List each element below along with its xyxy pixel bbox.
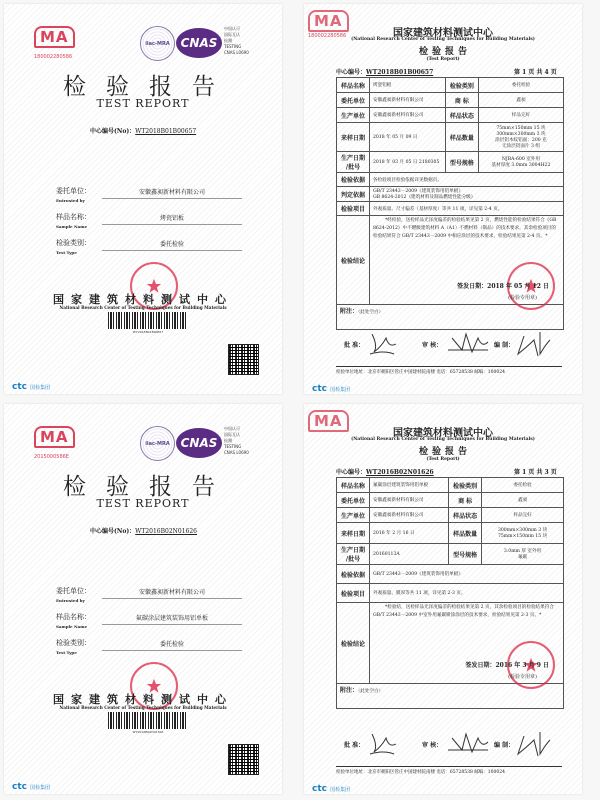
cma-number: 2015000586E bbox=[34, 454, 69, 460]
report-page bbox=[304, 4, 582, 394]
ctc-logo: ctc 国检集团 bbox=[312, 384, 351, 394]
table-row bbox=[337, 508, 564, 523]
conclusion-cell bbox=[370, 603, 564, 684]
test-type-value: 委托检验 bbox=[482, 478, 564, 493]
cover-page bbox=[4, 4, 282, 394]
entrusted-value: 安徽鑫昶新材料有限公司 bbox=[102, 587, 242, 599]
qr-code[interactable] bbox=[228, 744, 259, 775]
note-label: 附注： bbox=[340, 687, 359, 694]
reviewer-signature bbox=[448, 334, 488, 352]
entrusted-value: 安徽鑫昶新材料有限公司 bbox=[102, 187, 242, 199]
prod-date-value: 2018 年 03 月 05 日 2180305 bbox=[370, 152, 446, 173]
cover-title-en: TEST REPORT bbox=[96, 497, 190, 510]
prod-date-label: 生产日期 /批号 bbox=[337, 544, 370, 565]
cnas-logo: CNAS bbox=[176, 428, 222, 458]
ctc-logo: ctc 国检集团 bbox=[12, 782, 51, 792]
conclusion-text: *检验结，送检样品光泽度偏差的检验结果见第 2 页，其余检验项目的检验结果符合 GB/T 23443－2009 中室外用氟碳喷涂涂层的技术要求，检验结果见第 2-3 页。* bbox=[373, 605, 556, 618]
compile-label: 编 制： bbox=[494, 342, 515, 349]
report-title-en: (Test Report) bbox=[426, 457, 460, 462]
items-label: 检验项目 bbox=[337, 584, 370, 603]
table-row bbox=[337, 584, 564, 603]
cnas-accreditation-text: 中国认可 国际互认 检测 TESTING CNAS L0690 bbox=[224, 26, 249, 55]
table-row bbox=[337, 202, 564, 216]
table-row bbox=[337, 123, 564, 152]
reviewer-signature bbox=[448, 734, 488, 752]
report-page bbox=[304, 404, 582, 794]
center-name: 国家建筑材料测试中心 bbox=[53, 693, 233, 706]
table-row bbox=[337, 173, 564, 187]
basis-label: 检验依据 bbox=[337, 173, 370, 187]
table-row bbox=[337, 493, 564, 508]
table-row bbox=[337, 108, 564, 123]
approve-label: 批 准： bbox=[344, 742, 365, 749]
page-indicator: 第 1 页 共 4 页 bbox=[514, 69, 557, 76]
test-type-label-en: Test Type bbox=[56, 250, 77, 255]
cma-logo: MA bbox=[34, 26, 75, 48]
cnas-logo: CNAS bbox=[176, 28, 222, 58]
cover-title-en: TEST REPORT bbox=[96, 97, 190, 110]
cover-page-2 bbox=[0, 400, 300, 800]
model-value: NJBA-600 室外用 基材厚度 3.0mm 3004H22 bbox=[478, 152, 563, 173]
cover-page bbox=[4, 404, 282, 794]
compiler-signature bbox=[518, 332, 550, 356]
barcode bbox=[108, 712, 188, 729]
seal-label: (检验专用章) bbox=[508, 295, 537, 301]
quantity-label: 样品数量 bbox=[449, 523, 482, 544]
sample-value: 烤瓷铝板 bbox=[102, 213, 242, 225]
arrival-date-label: 来样日期 bbox=[337, 123, 370, 152]
brand-label: 商 标 bbox=[445, 93, 478, 108]
ilac-mra-logo: ilac-MRA bbox=[140, 426, 175, 461]
center-name-en: National Research Center of Testing Techniques for Building Materials bbox=[59, 705, 227, 710]
report-number: 中心编号：WT2016B02N01626 bbox=[336, 469, 434, 476]
model-value: 3.0mm 厚 室外用 氟碳 bbox=[482, 544, 564, 565]
note-value: （此处空白） bbox=[358, 689, 384, 694]
center-name: 国家建筑材料测试中心 bbox=[393, 28, 493, 39]
ilac-mra-logo: ilac-MRA bbox=[140, 26, 175, 61]
issue-date: 签发日期：2018 年 05 月 12 日 bbox=[457, 283, 549, 290]
entrusted-value: 安徽鑫昶新材料有限公司 bbox=[370, 493, 449, 508]
entrusted-label: 委托单位： bbox=[56, 187, 91, 195]
report-title: 检验报告 bbox=[418, 47, 471, 57]
sample-name-value: 烤瓷铝板 bbox=[370, 78, 446, 93]
barcode-text: WT2016B02N01626 bbox=[132, 730, 164, 734]
qr-code[interactable] bbox=[228, 344, 259, 375]
sample-name-label: 样品名称 bbox=[337, 78, 370, 93]
basis-value: GB/T 23443－2009《建筑装饰用铝单板》 bbox=[370, 565, 564, 584]
quantity-value: 75mm×150mm 15 块 300mm×300mm 3 块 涂层铝木纹铝面：200 克 无涂层铝面片 3 组 bbox=[478, 123, 563, 152]
table-row bbox=[337, 478, 564, 493]
judge-value: GB/T 23443－2009《建筑装饰用铝单板》 GB 8624-2012《建筑材料及制品燃烧性能分级》 bbox=[370, 187, 564, 202]
cover-title: 检验报告 bbox=[63, 474, 235, 500]
model-label: 型号规格 bbox=[445, 152, 478, 173]
entrusted-value: 安徽鑫昶新材料有限公司 bbox=[370, 93, 446, 108]
cma-logo: MA bbox=[34, 426, 75, 448]
cma-number: 180002280586 bbox=[34, 54, 73, 60]
approver-signature bbox=[370, 734, 396, 754]
barcode-text: WT2018B01B00657 bbox=[132, 330, 164, 334]
cma-logo: MA bbox=[308, 410, 349, 432]
report-table bbox=[336, 77, 564, 330]
arrival-date-value: 2018 年 05 月 09 日 bbox=[370, 123, 446, 152]
brand-value: 鑫昶 bbox=[482, 493, 564, 508]
signatures bbox=[364, 726, 584, 760]
approver-signature bbox=[370, 334, 396, 354]
report-page-1 bbox=[300, 0, 600, 400]
producer-value: 安徽鑫昶新材料有限公司 bbox=[370, 508, 449, 523]
test-type-value: 委托检验 bbox=[102, 239, 242, 251]
cma-logo: MA bbox=[308, 10, 349, 32]
note-label: 附注： bbox=[340, 308, 359, 315]
review-label: 审 核： bbox=[422, 742, 443, 749]
brand-label: 商 标 bbox=[449, 493, 482, 508]
cma-number: 180002280586 bbox=[308, 33, 347, 39]
signatures bbox=[364, 326, 584, 360]
conclusion-text: *经检验，送检样品光泽度偏差的检验结果见第 2 页，燃烧性能的检验结果符合《GB 8624-2012》中不燃级建筑材料 A（A1）不燃材料（制品）的技术要求，其余检验项目的检验结果符合 GB/T 23443－2009 中相应涂层的技术要求，检验结果见第 2-4 页。* bbox=[373, 218, 558, 239]
compiler-signature bbox=[518, 732, 550, 756]
report-number: 中心编号(No)：WT2018B01B00657 bbox=[90, 128, 197, 135]
quantity-label: 样品数量 bbox=[445, 123, 478, 152]
test-type-label: 检验类别： bbox=[56, 239, 91, 247]
table-row bbox=[337, 544, 564, 565]
entrusted-label: 委托单位 bbox=[337, 93, 370, 108]
table-row bbox=[337, 523, 564, 544]
cover-page-1 bbox=[0, 0, 300, 400]
entrusted-label-en: Entrusted by bbox=[56, 598, 85, 603]
barcode bbox=[108, 312, 188, 329]
page-indicator: 第 1 页 共 3 页 bbox=[514, 469, 557, 476]
model-label: 型号规格 bbox=[449, 544, 482, 565]
prod-date-value: 20160113A bbox=[370, 544, 449, 565]
ctc-logo: ctc 国检集团 bbox=[12, 382, 51, 392]
entrusted-label: 委托单位 bbox=[337, 493, 370, 508]
compile-label: 编 制： bbox=[494, 742, 515, 749]
items-value: 外观质量、膜厚等共 11 项，详见第 2-3 页。 bbox=[370, 584, 564, 603]
sample-state-value: 样品完好 bbox=[478, 108, 563, 123]
lab-address: 检验单位地址：北京市朝阳区管庄中国建材院南楼 电话：65728538 邮编：100024 bbox=[336, 366, 562, 375]
center-name-en: National Research Center of Testing Techniques for Building Materials bbox=[59, 305, 227, 310]
table-row bbox=[337, 187, 564, 202]
report-number: 中心编号(No)：WT2016B02N01626 bbox=[90, 528, 197, 535]
ctc-logo: ctc 国检集团 bbox=[312, 784, 351, 794]
items-label: 检验项目 bbox=[337, 202, 370, 216]
sample-label-en: Sample Name bbox=[56, 224, 87, 229]
quantity-value: 300mm×300mm 3 块 75mm×150mm 15 块 bbox=[482, 523, 564, 544]
cover-title: 检验报告 bbox=[63, 74, 235, 100]
sample-state-label: 样品状态 bbox=[445, 108, 478, 123]
lab-address: 检验单位地址：北京市朝阳区管庄中国建材院南楼 电话：65728538 邮编：100024 bbox=[336, 766, 562, 775]
review-label: 审 核： bbox=[422, 342, 443, 349]
brand-value: 鑫昶 bbox=[478, 93, 563, 108]
items-value: 外观质量、尺寸偏差（基材厚度）等共 11 项，详见第 2-4 页。 bbox=[370, 202, 564, 216]
sample-name-label: 样品名称 bbox=[337, 478, 370, 493]
entrusted-label: 委托单位： bbox=[56, 587, 91, 595]
approve-label: 批 准： bbox=[344, 342, 365, 349]
prod-date-label: 生产日期 /批号 bbox=[337, 152, 370, 173]
sample-label-en: Sample Name bbox=[56, 624, 87, 629]
conclusion-label: 检验结论 bbox=[337, 216, 370, 305]
center-name: 国家建筑材料测试中心 bbox=[53, 293, 233, 306]
center-name: 国家建筑材料测试中心 bbox=[393, 428, 493, 439]
test-type-label: 检验类别： bbox=[56, 639, 91, 647]
report-title-en: (Test Report) bbox=[426, 57, 460, 62]
test-type-label: 检验类别 bbox=[449, 478, 482, 493]
cnas-accreditation-text: 中国认可 国际互认 检测 TESTING CNAS L0690 bbox=[224, 426, 249, 455]
report-number: 中心编号：WT2018B01B00657 bbox=[336, 69, 434, 76]
judge-label: 判定依据 bbox=[337, 187, 370, 202]
sample-label: 样品名称： bbox=[56, 613, 91, 621]
producer-label: 生产单位 bbox=[337, 508, 370, 523]
table-row bbox=[337, 78, 564, 93]
center-name-en: (National Research Center of Testing Techniques for Building Materials) bbox=[351, 37, 535, 42]
table-row bbox=[337, 93, 564, 108]
test-type-value: 委托检验 bbox=[102, 639, 242, 651]
report-title: 检验报告 bbox=[418, 447, 471, 457]
sample-state-value: 样品完好 bbox=[482, 508, 564, 523]
sample-state-label: 样品状态 bbox=[449, 508, 482, 523]
table-row bbox=[337, 152, 564, 173]
arrival-date-value: 2016 年 2 月 16 日 bbox=[370, 523, 449, 544]
table-row bbox=[337, 216, 564, 305]
basis-value: 各检验项目检验依据详见数据页。 bbox=[370, 173, 564, 187]
report-page-2 bbox=[300, 400, 600, 800]
note-value: （此处空白） bbox=[358, 310, 384, 315]
producer-label: 生产单位 bbox=[337, 108, 370, 123]
entrusted-label-en: Entrusted by bbox=[56, 198, 85, 203]
issue-date: 签发日期：2016 年 3 月 9 日 bbox=[465, 662, 549, 669]
test-type-value: 委托检验 bbox=[478, 78, 563, 93]
conclusion-label: 检验结论 bbox=[337, 603, 370, 684]
test-type-label-en: Test Type bbox=[56, 650, 77, 655]
sample-value: 氟碳涂层建筑装饰用铝单板 bbox=[102, 613, 242, 625]
sample-name-value: 氟碳涂层建筑装饰用铝单板 bbox=[370, 478, 449, 493]
basis-label: 检验依据 bbox=[337, 565, 370, 584]
report-table bbox=[336, 477, 564, 709]
producer-value: 安徽鑫昶新材料有限公司 bbox=[370, 108, 446, 123]
conclusion-cell bbox=[370, 216, 564, 305]
seal-label: (检验专用章) bbox=[508, 674, 537, 680]
arrival-date-label: 来样日期 bbox=[337, 523, 370, 544]
test-type-label: 检验类别 bbox=[445, 78, 478, 93]
center-name-en: (National Research Center of Testing Techniques for Building Materials) bbox=[351, 437, 535, 442]
sample-label: 样品名称： bbox=[56, 213, 91, 221]
table-row bbox=[337, 603, 564, 684]
table-row bbox=[337, 565, 564, 584]
